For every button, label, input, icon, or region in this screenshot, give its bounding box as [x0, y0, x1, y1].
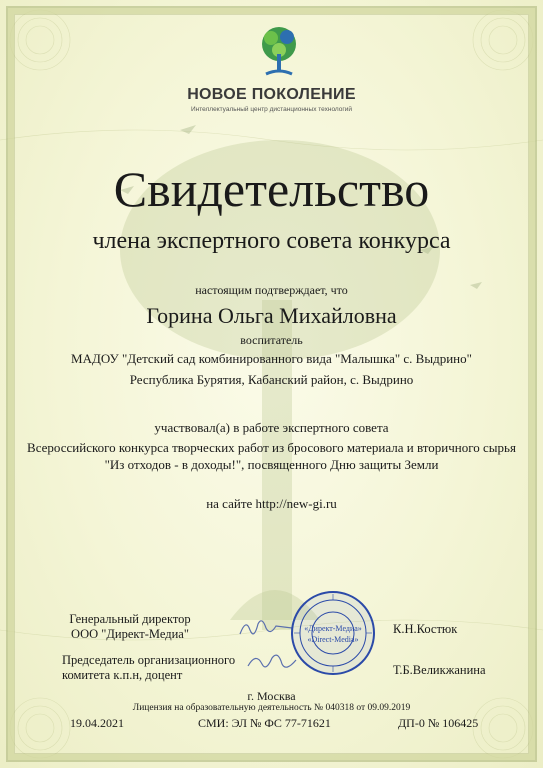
director-name: К.Н.Костюк	[393, 622, 458, 636]
certificate-number: ДП-0 № 106425	[398, 716, 479, 730]
tree-logo-icon	[256, 24, 302, 80]
confirms-text: настоящим подтверждает, что	[195, 283, 348, 297]
issue-date: 19.04.2021	[70, 716, 124, 730]
contest-name-line1: Всероссийского конкурса творческих работ из бросового материала и вторичного сырья	[27, 440, 516, 455]
recipient-name: Горина Ольга Михайловна	[146, 303, 397, 328]
director-title-line2: ООО "Директ-Медиа"	[71, 627, 189, 641]
license-text: Лицензия на образовательную деятельность № 040318 от 09.09.2019	[132, 703, 411, 713]
organization-tagline: Интеллектуальный центр дистанционных технологий	[190, 106, 353, 113]
chair-name: Т.Б.Великжанина	[393, 663, 486, 677]
contest-name-line2: "Из отходов - в доходы!", посвященного Дню защиты Земли	[104, 457, 439, 472]
participation-text: участвовал(а) в работе экспертного совета	[154, 420, 389, 435]
stamp-text-line1: «Директ-Медиа»	[304, 624, 362, 633]
chair-title	[62, 653, 262, 683]
recipient-location: Республика Бурятия, Кабанский район, с. Выдрино	[129, 372, 414, 387]
organization-name: НОВОЕ ПОКОЛЕНИЕ	[187, 86, 356, 103]
recipient-position: воспитатель	[240, 333, 303, 347]
website-text: на сайте http://new-gi.ru	[206, 496, 337, 511]
stamp-text-line2: «Direct-Media»	[307, 635, 359, 644]
chair-title-line1: Председатель организационного	[62, 653, 236, 667]
chair-title-line2: комитета к.п.н, доцент	[62, 668, 183, 682]
director-title	[60, 612, 200, 642]
city-text: г. Москва	[247, 689, 296, 703]
director-title-line1: Генеральный директор	[69, 612, 191, 626]
seal-stamp	[290, 590, 376, 676]
smi-registration: СМИ: ЭЛ № ФС 77-71621	[198, 716, 331, 730]
certificate-title: Свидетельство	[113, 161, 430, 217]
certificate-subtitle: члена экспертного совета конкурса	[92, 228, 451, 254]
recipient-institution: МАДОУ "Детский сад комбинированного вида "Малышка" с. Выдрино"	[71, 351, 472, 366]
director-signature-icon	[236, 614, 296, 642]
